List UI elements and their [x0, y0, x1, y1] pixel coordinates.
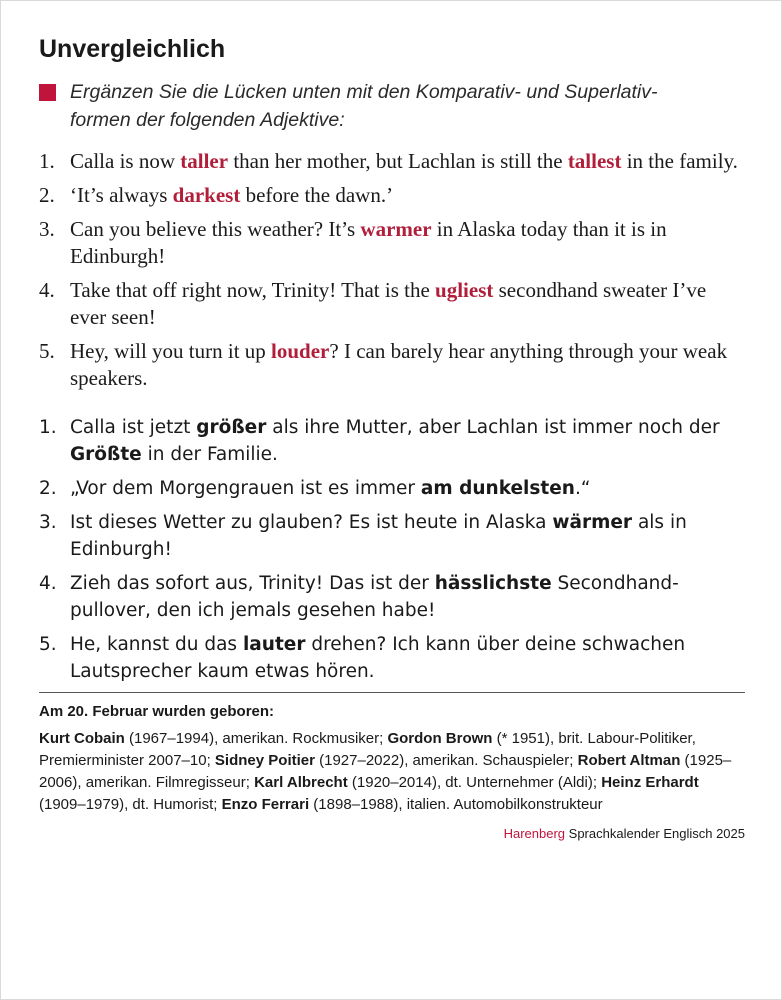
item-text: „Vor dem Morgengrauen ist es immer am dunkelsten.“ — [70, 478, 591, 499]
person-name: Heinz Erhardt — [601, 774, 699, 791]
german-item — [39, 631, 743, 685]
answer-word: taller — [180, 149, 229, 173]
person-name: Enzo Ferrari — [221, 796, 310, 813]
answer-word: warmer — [360, 217, 432, 241]
item-text: He, kannst du das lauter drehen? Ich kann über deine schwachen Lautsprecher kaum etwas hören. — [70, 634, 686, 682]
item-number: 3. — [39, 512, 57, 533]
item-number: 4. — [39, 573, 57, 594]
english-item — [39, 148, 743, 175]
english-item — [39, 182, 743, 209]
page-title: Unvergleichlich — [39, 35, 226, 63]
item-text: Can you believe this weather? It’s warmer in Alaska today than it is in Edinburgh! — [70, 217, 667, 268]
instruction — [39, 78, 743, 134]
bold-word: lauter — [242, 634, 306, 655]
answer-word: louder — [271, 339, 330, 363]
bold-word: hässlichste — [434, 573, 552, 594]
person-name: Kurt Cobain — [39, 730, 125, 747]
person-name: Karl Albrecht — [254, 774, 348, 791]
german-translation-list — [39, 414, 743, 685]
item-text: Zieh das sofort aus, Trinity! Das ist der hässlichste Secondhand-pullover, den ich jemals gesehen habe! — [70, 573, 679, 621]
item-text: Hey, will you turn it up louder? I can barely hear anything through your weak speakers. — [70, 339, 728, 390]
birthdays-heading: Am 20. Februar wurden geboren: — [39, 703, 275, 720]
english-item — [39, 338, 743, 392]
german-item — [39, 570, 743, 624]
person-name: Sidney Poitier — [214, 752, 315, 769]
bold-word: größer — [196, 417, 267, 438]
item-number: 5. — [39, 634, 57, 655]
english-item — [39, 277, 743, 331]
bold-word: am dunkelsten — [420, 478, 575, 499]
red-square-marker-icon — [39, 84, 56, 101]
item-text: Ist dieses Wetter zu glauben? Es ist heute in Alaska wärmer als in Edinburgh! — [70, 512, 687, 560]
answer-word: darkest — [172, 183, 241, 207]
item-number: 2. — [39, 183, 55, 207]
item-number: 4. — [39, 278, 55, 302]
item-number: 2. — [39, 478, 57, 499]
publication-title: Sprachkalender Englisch 2025 — [565, 826, 745, 841]
instruction-line-1: Ergänzen Sie die Lücken unten mit den Komparativ- und Superlativ- — [70, 81, 658, 103]
item-number: 3. — [39, 217, 55, 241]
divider — [39, 692, 745, 693]
english-exercise-list — [39, 148, 743, 392]
person-name: Robert Altman — [577, 752, 681, 769]
publisher-brand: Harenberg — [503, 826, 566, 841]
bold-word: Größte — [70, 444, 142, 465]
person-name: Gordon Brown — [387, 730, 493, 747]
answer-word: tallest — [567, 149, 622, 173]
item-number: 1. — [39, 417, 57, 438]
english-item — [39, 216, 743, 270]
german-item — [39, 475, 743, 502]
german-item — [39, 414, 743, 468]
bold-word: wärmer — [552, 512, 633, 533]
answer-word: ugliest — [435, 278, 494, 302]
item-text: Take that off right now, Trinity! That is the ugliest secondhand sweater I’ve ever seen! — [70, 278, 707, 329]
item-text: Calla ist jetzt größer als ihre Mutter, aber Lachlan ist immer noch der Größte in der Familie. — [70, 417, 720, 465]
instruction-text — [70, 78, 710, 134]
instruction-line-2: formen der folgenden Adjektive: — [70, 109, 345, 131]
item-text: Calla is now taller than her mother, but Lachlan is still the tallest in the family. — [70, 149, 738, 173]
item-number: 1. — [39, 149, 55, 173]
item-number: 5. — [39, 339, 55, 363]
publisher-footer — [39, 826, 745, 841]
birthdays-text: Kurt Cobain (1967–1994), amerikan. Rockmusiker; Gordon Brown (* 1951), brit. Labour-Politiker, Premierminister 2007–10; Sidney Poitier (1927–2022), amerikan. Schauspieler; Robert Altman (1925–2006), amerikan. Filmregisseur; Karl Albrecht (1920–2014), dt. Unternehmer (Aldi); Heinz Erhardt (1909–1979), dt. Humorist; Enzo Ferrari (1898–1988), italien. Automobilkonstrukteur — [39, 730, 732, 813]
item-text: ‘It’s always darkest before the dawn.’ — [70, 183, 394, 207]
german-item — [39, 509, 743, 563]
